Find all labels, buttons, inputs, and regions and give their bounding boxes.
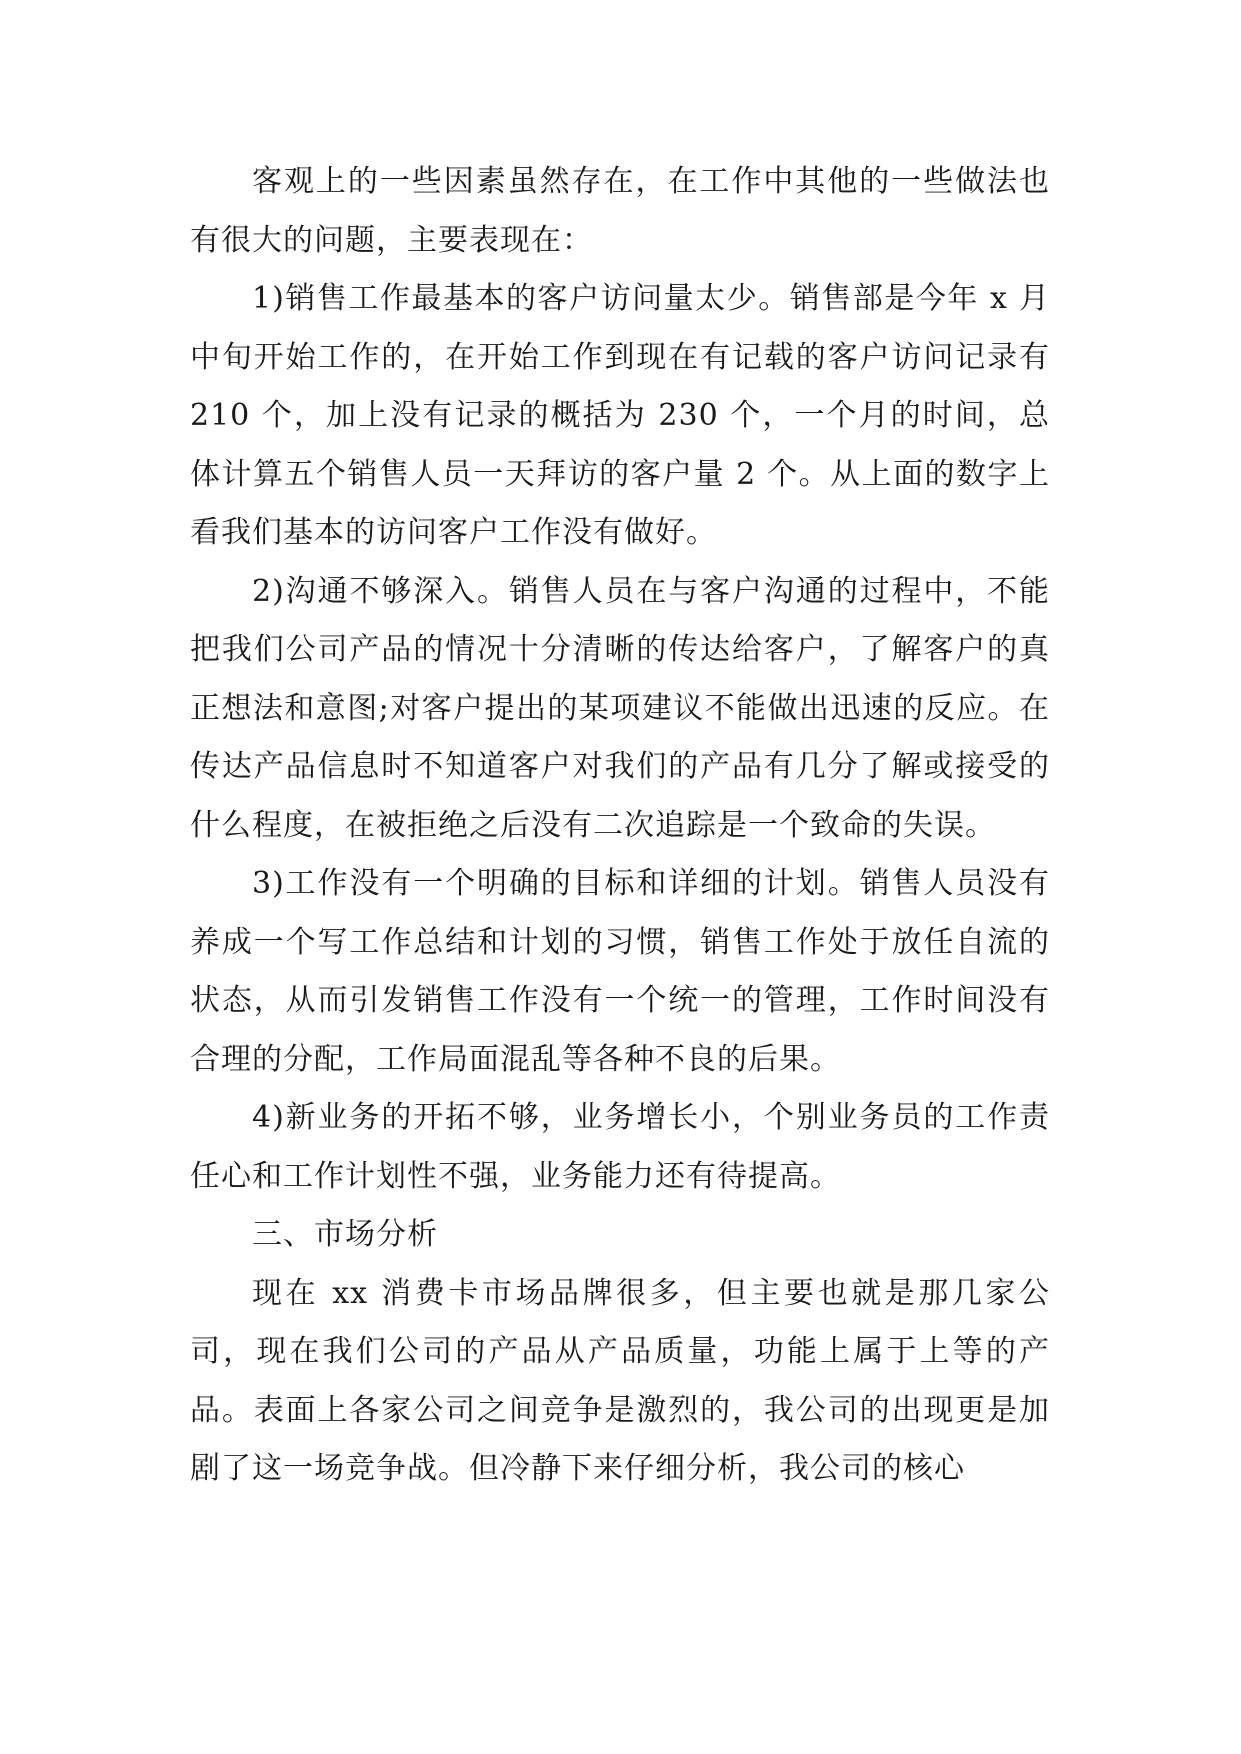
paragraph-issue-3: 3)工作没有一个明确的目标和详细的计划。销售人员没有养成一个写工作总结和计划的习惯，销售工作处于放任自流的状态，从而引发销售工作没有一个统一的管理，工作时间没有合理的分配，工作局面混乱等各种不良的后果。 (190, 866, 1050, 1077)
paragraph-issue-4: 4)新业务的开拓不够，业务增长小，个别业务员的工作责任心和工作计划性不强，业务能力还有待提高。 (190, 1100, 1050, 1194)
paragraph-intro: 客观上的一些因素虽然存在，在工作中其他的一些做法也有很大的问题，主要表现在： (190, 164, 1050, 258)
document-body (190, 153, 1050, 1499)
paragraph-market-analysis: 现在 xx 消费卡市场品牌很多，但主要也就是那几家公司，现在我们公司的产品从产品质量，功能上属于上等的产品。表面上各家公司之间竞争是激烈的，我公司的出现更是加剧了这一场竞争战。但冷静下来仔细分析，我公司的核心 (190, 1275, 1050, 1486)
paragraph-issue-1: 1)销售工作最基本的客户访问量太少。销售部是今年 x 月中旬开始工作的，在开始工作到现在有记载的客户访问记录有 210 个，加上没有记录的概括为 230 个，一个月的时间，总体计算五个销售人员一天拜访的客户量 2 个。从上面的数字上看我们基本的访问客户工作没有做好。 (190, 281, 1050, 550)
section-heading-market-analysis: 三、市场分析 (252, 1217, 438, 1252)
paragraph-issue-2: 2)沟通不够深入。销售人员在与客户沟通的过程中，不能把我们公司产品的情况十分清晰的传达给客户，了解客户的真正想法和意图;对客户提出的某项建议不能做出迅速的反应。在传达产品信息时不知道客户对我们的产品有几分了解或接受的什么程度，在被拒绝之后没有二次追踪是一个致命的失误。 (190, 573, 1050, 843)
